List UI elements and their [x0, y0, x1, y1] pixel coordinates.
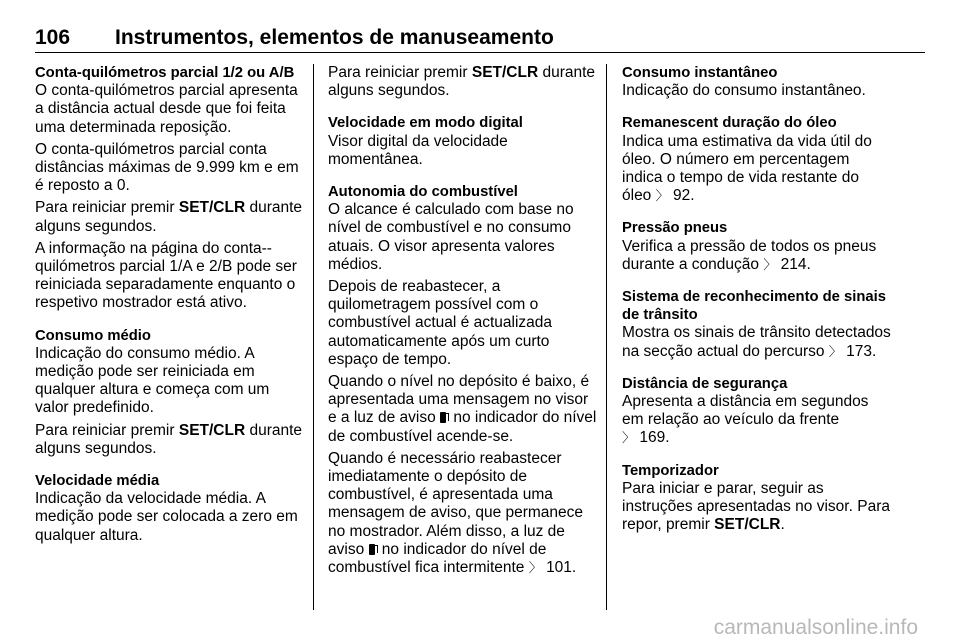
column-divider	[606, 64, 607, 610]
page-reference[interactable]: 173.	[846, 342, 877, 360]
button-ref-set-clr: SET/CLR	[714, 516, 781, 534]
paragraph: Apresenta a distância em segundos em relação ao veículo da frente 〉 169.	[622, 393, 869, 447]
paragraph: Para reiniciar premir SET/CLR durante alguns segundos.	[35, 199, 303, 235]
section-title: Remanescent duração do óleo	[622, 115, 837, 132]
column-1	[35, 64, 305, 559]
paragraph: Para iniciar e parar, seguir as instruções apresentadas no visor. Para repor, premir SET/CLR.	[622, 479, 890, 534]
paragraph: Quando é necessário reabastecer imediatamente o depósito de combustível, é apresentada uma mensagem de aviso, que permanece no mostrador. Além disso, a luz de aviso no indicador do nível de combustível fica intermitente 〉 101.	[328, 449, 584, 577]
paragraph: O conta-quilómetros parcial conta distâncias máximas de 9.999 km e em é reposto a 0.	[35, 140, 299, 195]
page-reference[interactable]: 101.	[546, 559, 577, 577]
section-title: Sistema de reconhecimento de sinais de trânsito	[622, 289, 886, 324]
section-average-speed	[35, 472, 305, 545]
section-digital-speed	[328, 114, 598, 169]
section-fuel-range	[328, 183, 598, 577]
section-title: Conta-quilómetros parcial 1/2 ou A/B	[35, 65, 295, 81]
section-reset	[328, 64, 598, 100]
section-title: Distância de segurança	[622, 375, 788, 392]
section-trip-meter	[35, 64, 305, 313]
paragraph: Indicação do consumo instantâneo.	[622, 82, 866, 100]
page-reference[interactable]: 92.	[672, 187, 695, 205]
button-ref-set-clr: SET/CLR	[178, 421, 246, 439]
page-reference-icon: 〉	[828, 343, 842, 359]
paragraph: Verifica a pressão de todos os pneus durante a condução 〉 214.	[622, 237, 877, 273]
fuel-pump-icon	[440, 411, 449, 423]
page-reference-icon: 〉	[622, 430, 636, 446]
section-traffic-sign	[622, 288, 892, 361]
header-divider	[35, 52, 925, 53]
section-title: Pressão pneus	[622, 220, 728, 237]
paragraph: O conta-quilómetros parcial apresenta a distância actual desde que foi feita uma determinada reposição.	[35, 82, 298, 136]
page-reference[interactable]: 214.	[780, 255, 811, 273]
fuel-pump-icon	[369, 543, 378, 555]
paragraph: Quando o nível no depósito é baixo, é apresentada uma mensagem no visor e a luz de aviso no indicador do nível de combustível acende-se.	[328, 373, 597, 445]
page-reference-icon: 〉	[655, 188, 669, 204]
watermark: carmanualsonline.info	[713, 616, 918, 639]
section-title: Temporizador	[622, 462, 719, 479]
paragraph: O alcance é calculado com base no nível de combustível e no consumo atuais. O visor apresenta valores médios.	[328, 201, 574, 273]
paragraph: Para reiniciar premir SET/CLR durante alguns segundos.	[328, 64, 596, 100]
page-header	[35, 26, 925, 54]
section-instant-consumption	[622, 64, 892, 100]
paragraph: Para reiniciar premir SET/CLR durante alguns segundos.	[35, 421, 303, 457]
paragraph: Mostra os sinais de trânsito detectados na secção actual do percurso 〉 173.	[622, 324, 891, 360]
button-ref-set-clr: SET/CLR	[178, 199, 246, 217]
page-title: Instrumentos, elementos de manuseamento	[115, 26, 554, 49]
section-oil-life	[622, 114, 892, 205]
paragraph: A informação na página do conta--quilómetros parcial 1/A e 2/B pode ser reiniciada separadamente enquanto o respetivo mostrador está ativo.	[35, 239, 297, 312]
section-average-consumption	[35, 327, 305, 458]
page-reference-icon: 〉	[528, 560, 542, 576]
page-reference-icon: 〉	[763, 256, 777, 272]
paragraph: Visor digital da velocidade momentânea.	[328, 132, 508, 168]
paragraph: Indicação da velocidade média. A medição pode ser colocada a zero em qualquer altura.	[35, 490, 298, 544]
section-following-distance	[622, 375, 892, 448]
section-title: Velocidade em modo digital	[328, 115, 523, 132]
paragraph: Indica uma estimativa da vida útil do óleo. O número em percentagem indica o tempo de vida restante do óleo 〉 92.	[622, 132, 872, 205]
button-ref-set-clr: SET/CLR	[471, 64, 539, 81]
column-divider	[313, 64, 314, 610]
section-title: Consumo instantâneo	[622, 65, 778, 81]
section-tyre-pressure	[622, 219, 892, 274]
section-timer	[622, 462, 892, 535]
section-title: Consumo médio	[35, 327, 151, 344]
paragraph: Depois de reabastecer, a quilometragem possível com o combustível actual é actualizada automaticamente após um curto espaço de tempo.	[328, 278, 553, 368]
column-2	[328, 64, 598, 591]
section-title: Autonomia do combustível	[328, 184, 518, 201]
paragraph: Indicação do consumo médio. A medição pode ser reiniciada em qualquer altura e começa com um valor predefinido.	[35, 344, 270, 417]
section-title: Velocidade média	[35, 473, 160, 490]
page-number: 106	[35, 26, 71, 49]
page-reference[interactable]: 169.	[639, 429, 670, 447]
column-3	[622, 64, 892, 548]
